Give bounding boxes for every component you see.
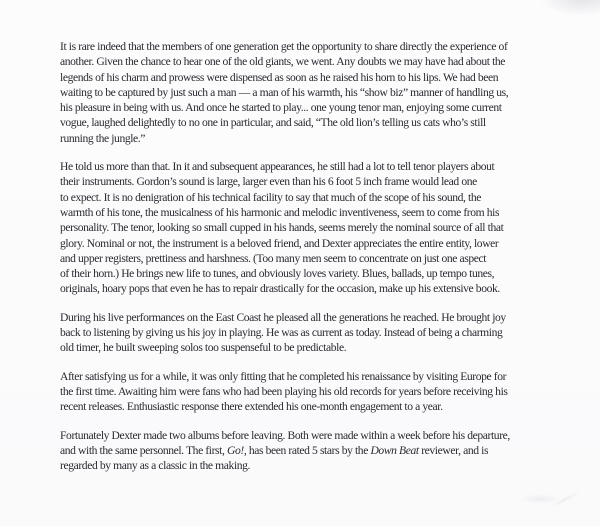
- scan-artifact-streak: [549, 490, 580, 509]
- body-text: It is rare indeed that the members of one generation get the opportunity to share directly the experience of: [60, 40, 508, 53]
- body-text: personality. The tenor, looking so small cupped in his hands, seems merely the nominal source of all that: [60, 221, 504, 235]
- body-text: regarded by many as a classic in the making.: [60, 459, 251, 473]
- paragraph-5: [60, 428, 588, 474]
- body-text: He told us more than that. In it and subsequent appearances, he still had a lot to tell tenor players about: [60, 160, 495, 174]
- body-text: During his live performances on the East Coast he pleased all the generations he reached. He brought joy: [60, 310, 506, 324]
- body-text: , has been rated 5 stars by the: [243, 443, 371, 457]
- paragraph-2: [60, 159, 588, 297]
- paragraph-1: [60, 39, 588, 146]
- body-text: reviewer, and is: [418, 443, 489, 457]
- body-text: his pleasure in being with us. And once he started to play... one young tenor man, enjoying some current: [60, 101, 502, 115]
- body-text: recent releases. Enthusiastic response there extended his one-month engagement to a year.: [60, 400, 443, 414]
- body-text: and with the same personnel. The first,: [60, 443, 227, 457]
- body-text: running the jungle.”: [60, 131, 146, 145]
- body-text: their instruments. Gordon’s sound is large, larger even than his 6 foot 5 inch frame would lead one: [60, 175, 477, 189]
- body-text: glory. Nominal or not, the instrument is a beloved friend, and Dexter appreciates the entire entity, lower: [60, 236, 499, 250]
- italic-title-text: Go!: [227, 443, 244, 457]
- body-text: originals, hoary pops that even he has to repair drastically for the occasion, make up his extensive book.: [60, 282, 500, 296]
- body-text: legends of his charm and prowess were dispensed as soon as he raised his horn to his lips. We had been: [60, 70, 499, 84]
- body-text: Fortunately Dexter made two albums before leaving. Both were made within a week before his departure,: [60, 428, 510, 442]
- scan-artifact-top-right: [542, 0, 600, 15]
- body-text: warmth of his tone, the musicalness of his harmonic and melodic inventiveness, seem to come from his: [60, 205, 500, 219]
- body-text: After satisfying us for a while, it was only fitting that he completed his renaissance by visiting Europe for: [60, 369, 507, 383]
- paragraph-3: [60, 310, 588, 356]
- body-text: to expect. It is no denigration of his technical facility to say that much of the scope of his sound, the: [60, 190, 481, 204]
- body-text: and upper registers, prettiness and harshness. (Too many men seem to concentrate on just one aspect: [60, 251, 487, 265]
- italic-title-text: Down Beat: [370, 443, 419, 457]
- body-text: back to listening by giving us his joy in playing. He was as current as today. Instead of being a charming: [60, 326, 503, 340]
- body-text: vogue, laughed delightedly to no one in particular, and said, “The old lion’s telling us cats who’s still: [60, 116, 486, 130]
- document-body: [60, 39, 588, 486]
- body-text: waiting to be captured by just such a man — a man of his warmth, his “show biz” manner of handling us,: [60, 85, 509, 99]
- scan-artifact-bottom-right: [520, 494, 560, 504]
- body-text: another. Given the chance to hear one of the old giants, we went. Any doubts we may have had about the: [60, 55, 506, 69]
- body-text: the first time. Awaiting him were fans who had been playing his old records for years before receiving his: [60, 384, 508, 398]
- paragraph-4: [60, 369, 588, 415]
- body-text: of their horn.) He brings new life to tunes, and obviously loves variety. Blues, ballads, up tempo tunes,: [60, 267, 495, 281]
- body-text: old timer, he built sweeping solos too suspenseful to be predictable.: [60, 341, 347, 355]
